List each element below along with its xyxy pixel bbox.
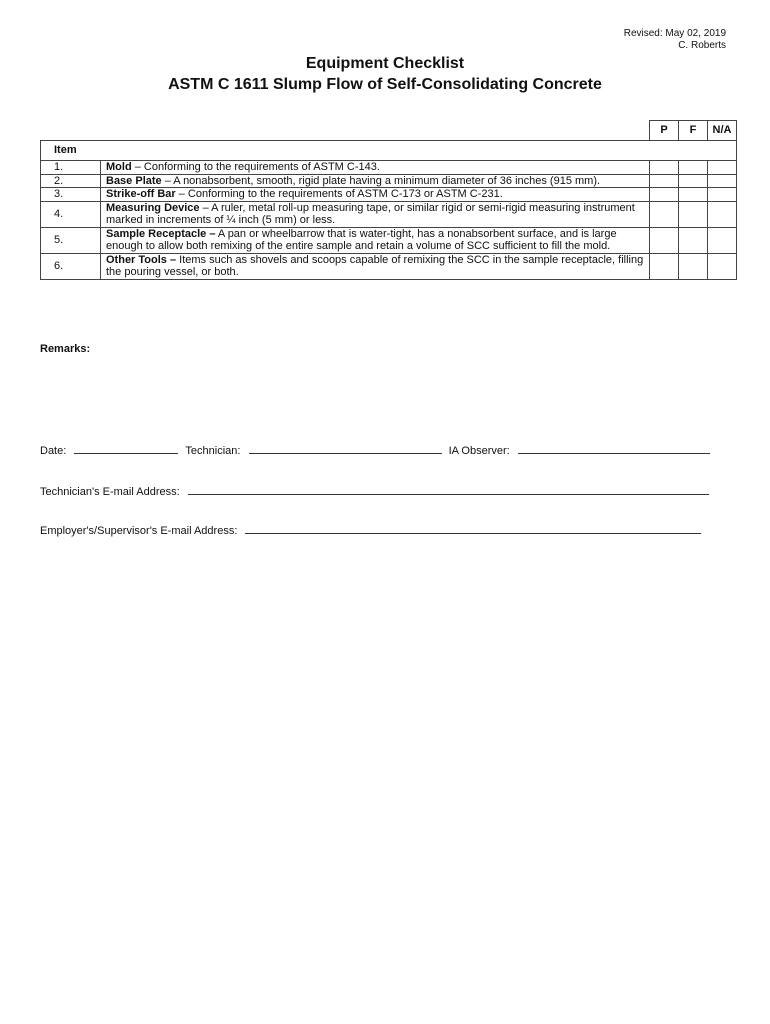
- fail-checkbox[interactable]: [679, 174, 708, 188]
- revised-date: Revised: May 02, 2019: [623, 28, 726, 39]
- row-description: [101, 201, 650, 227]
- row-number: 6.: [41, 253, 101, 279]
- item-header-fill: [650, 141, 737, 161]
- item-header-row: [41, 141, 737, 161]
- fail-checkbox[interactable]: [679, 201, 708, 227]
- item-name: Mold: [106, 161, 132, 173]
- na-checkbox[interactable]: [708, 188, 737, 202]
- tech-email-label: Technician's E-mail Address:: [40, 486, 180, 498]
- row-description: [101, 161, 650, 175]
- page-subtitle: ASTM C 1611 Slump Flow of Self-Consolidating Concrete: [168, 76, 602, 93]
- row-number: 5.: [41, 227, 101, 253]
- item-column-header: [41, 141, 650, 161]
- row-description: [101, 188, 650, 202]
- header-spacer: [41, 121, 650, 141]
- row-description: [101, 174, 650, 188]
- revision-note: [624, 28, 726, 52]
- pass-checkbox[interactable]: [650, 201, 679, 227]
- item-name: Strike-off Bar: [106, 188, 176, 200]
- column-header-p: P: [650, 121, 679, 141]
- date-label: Date:: [40, 445, 67, 457]
- item-text: – A nonabsorbent, smooth, rigid plate having a minimum diameter of 36 inches (915 mm).: [161, 174, 601, 187]
- table-row: [41, 188, 737, 202]
- item-text: – A ruler, metal roll-up measuring tape, or similar rigid or semi-rigid measuring instrument marked in increments of ¼ inch (5 mm) or less.: [106, 201, 635, 226]
- na-checkbox[interactable]: [708, 201, 737, 227]
- item-header-label: Item: [54, 144, 77, 157]
- tech-email-field[interactable]: [188, 484, 709, 495]
- item-text: A pan or wheelbarrow that is water-tight, has a nonabsorbent surface, and is large enough to allow both remixing of the entire sample and retain a volume of SCC sufficient to fill the mold.: [106, 227, 617, 252]
- signature-line: [40, 443, 730, 458]
- item-name: Base Plate: [106, 174, 162, 187]
- item-text: – Conforming to the requirements of ASTM C-143.: [131, 161, 380, 173]
- fail-checkbox[interactable]: [679, 188, 708, 202]
- observer-label: IA Observer:: [448, 445, 510, 457]
- fail-checkbox[interactable]: [679, 253, 708, 279]
- date-field[interactable]: [74, 443, 178, 454]
- na-checkbox[interactable]: [708, 227, 737, 253]
- table-row: [41, 253, 737, 279]
- na-checkbox[interactable]: [708, 161, 737, 175]
- item-name: Measuring Device: [106, 201, 200, 214]
- row-description: [101, 227, 650, 253]
- remarks-label: Remarks:: [40, 343, 91, 355]
- item-text: – Conforming to the requirements of ASTM C-173 or ASTM C-231.: [175, 188, 503, 200]
- item-name: Other Tools –: [106, 253, 177, 266]
- tech-email-line: [40, 484, 730, 499]
- employer-email-label: Employer's/Supervisor's E-mail Address:: [40, 525, 238, 537]
- employer-email-field[interactable]: [245, 523, 701, 534]
- revised-author: C. Roberts: [678, 40, 726, 51]
- technician-label: Technician:: [185, 445, 241, 457]
- column-header-na: N/A: [708, 121, 737, 141]
- item-name: Sample Receptacle –: [106, 227, 216, 240]
- column-header-f: F: [679, 121, 708, 141]
- row-number: 1.: [41, 161, 101, 175]
- pass-checkbox[interactable]: [650, 161, 679, 175]
- table-row: [41, 174, 737, 188]
- pass-checkbox[interactable]: [650, 227, 679, 253]
- fail-checkbox[interactable]: [679, 161, 708, 175]
- fail-checkbox[interactable]: [679, 227, 708, 253]
- na-checkbox[interactable]: [708, 253, 737, 279]
- table-row: [41, 227, 737, 253]
- row-number: 4.: [41, 201, 101, 227]
- na-checkbox[interactable]: [708, 174, 737, 188]
- pass-checkbox[interactable]: [650, 174, 679, 188]
- employer-email-line: [40, 523, 730, 538]
- equipment-checklist-table: [40, 120, 737, 280]
- row-number: 2.: [41, 174, 101, 188]
- technician-field[interactable]: [249, 443, 442, 454]
- table-row: [41, 201, 737, 227]
- page-title: Equipment Checklist: [305, 55, 465, 72]
- column-header-row: [41, 121, 737, 141]
- observer-field[interactable]: [518, 443, 710, 454]
- item-text: Items such as shovels and scoops capable of remixing the SCC in the sample receptacle, filling the pouring vessel, or both.: [106, 253, 644, 278]
- pass-checkbox[interactable]: [650, 253, 679, 279]
- table-row: [41, 161, 737, 175]
- pass-checkbox[interactable]: [650, 188, 679, 202]
- row-description: [101, 253, 650, 279]
- row-number: 3.: [41, 188, 101, 202]
